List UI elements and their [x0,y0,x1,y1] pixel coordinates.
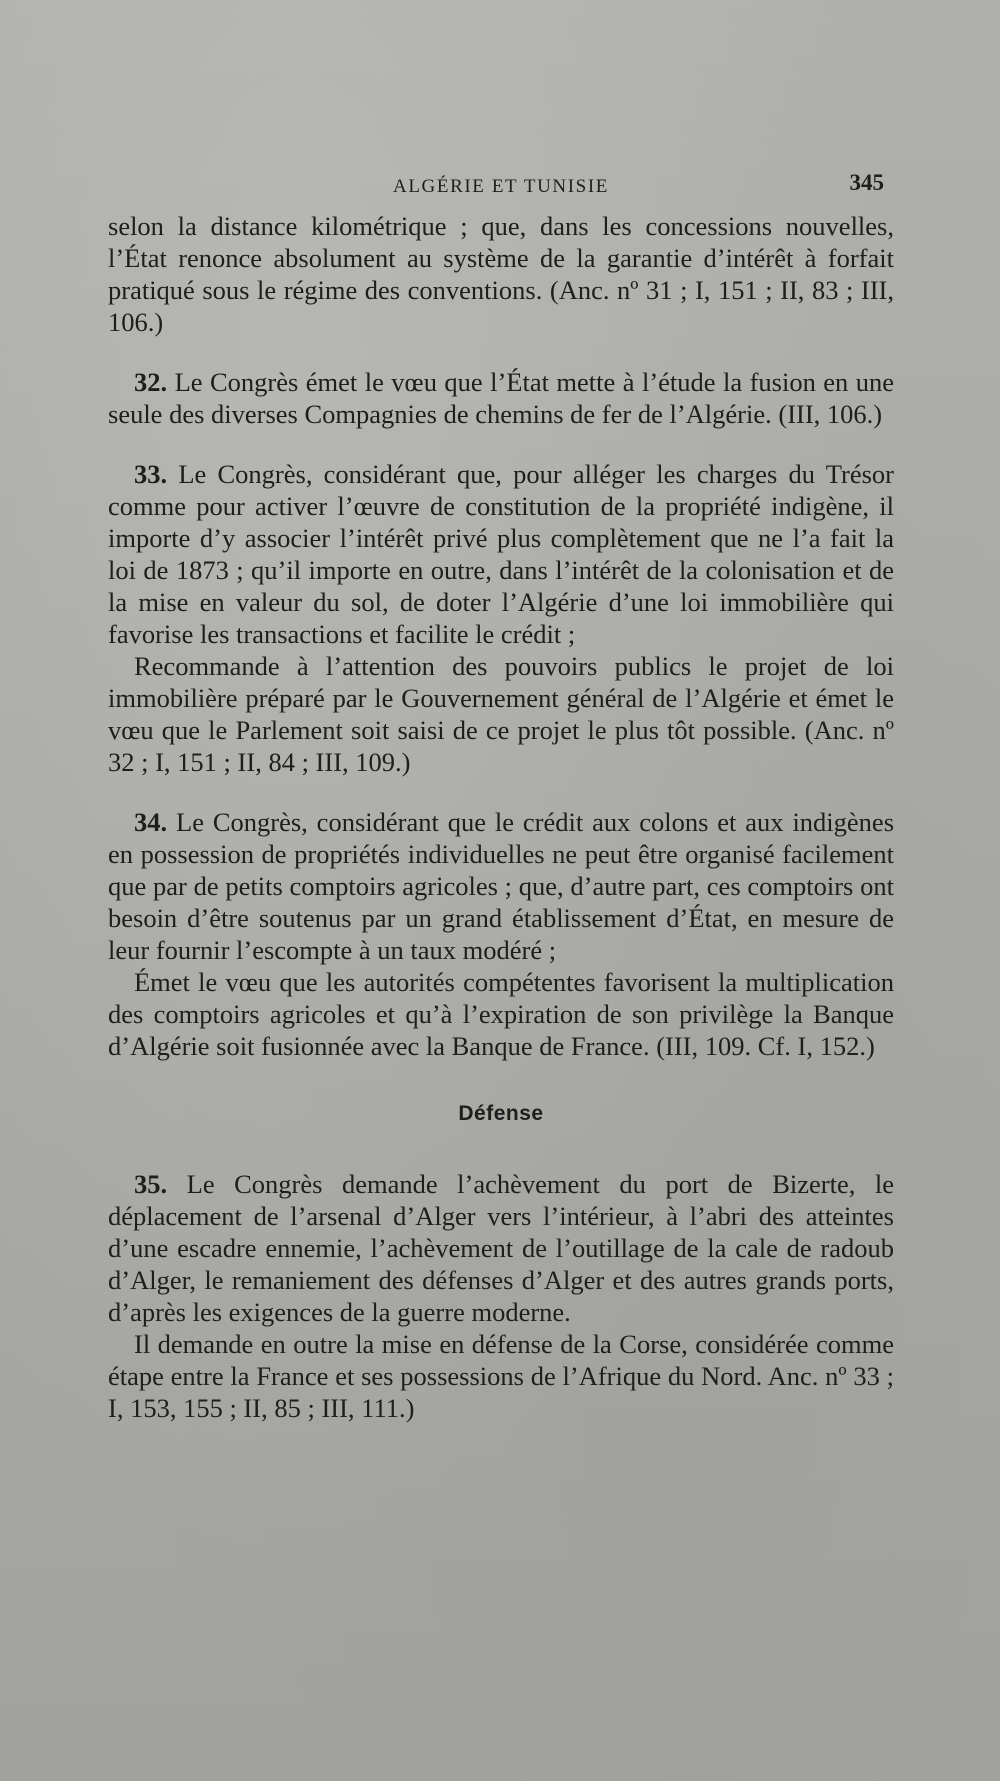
paragraph-number: 34. [134,807,168,837]
paragraph-33 [108,458,894,650]
paragraph-31-continuation: selon la distance kilométrique ; que, dans les concessions nouvelles, l’État renonce absolument au système de la garantie d’intérêt à forfait pratiqué sous le régime des conventions. (Anc. nº 31 ; I, 151 ; II, 83 ; III, 106.) [108,211,894,337]
paragraph-number: 35. [134,1169,168,1199]
book-page [108,170,894,1710]
paragraph-text: Le Congrès, considérant que, pour alléger les charges du Trésor comme pour activer l’œuvre de constitution de la propriété indigène, il importe d’y associer l’intérêt privé plus complètement que ne l’a fait la loi de 1873 ; qu’il importe en outre, dans l’intérêt de la colonisation et de la mise en valeur du sol, de doter l’Algérie d’une loi immobilière qui favorise les transactions et facilite le crédit ; [108,459,894,649]
paragraph-35 [108,1168,894,1328]
paragraph-32 [108,366,894,430]
paragraph-33-recommendation: Recommande à l’attention des pouvoirs publics le projet de loi immobilière préparé par le Gouvernement général de l’Algérie et émet le vœu que le Parlement soit saisi de ce projet le plus tôt possible. (Anc. nº 32 ; I, 151 ; II, 84 ; III, 109.) [108,651,894,777]
paragraph-35-continuation: Il demande en outre la mise en défense de la Corse, considérée comme étape entre la France et ses possessions de l’Afrique du Nord. Anc. nº 33 ; I, 153, 155 ; II, 85 ; III, 111.) [108,1329,894,1423]
paragraph-text: Le Congrès émet le vœu que l’État mette à l’étude la fusion en une seule des diverses Compagnies de chemins de fer de l’Algérie. (III, 106.) [108,367,895,429]
page-header [108,170,894,204]
paragraph-34 [108,806,894,966]
running-title: ALGÉRIE ET TUNISIE [393,176,609,197]
section-heading: Défense [458,1102,544,1125]
paragraph-text: Le Congrès demande l’achèvement du port de Bizerte, le déplacement de l’arsenal d’Alger vers l’intérieur, à l’abri des atteintes d’une escadre ennemie, l’achèvement de l’outillage de la cale de radoub d’Alger, le remaniement des défenses d’Alger et des autres grands ports, d’après les exigences de la guerre moderne. [108,1169,894,1327]
page-number: 345 [849,170,884,195]
paragraph-number: 33. [134,459,168,489]
paragraph-34-resolution: Émet le vœu que les autorités compétentes favorisent la multiplication des comptoirs agricoles et qu’à l’expiration de son privilège la Banque d’Algérie soit fusionnée avec la Banque de France. (III, 109. Cf. I, 152.) [108,967,894,1061]
paragraph-number: 32. [134,367,168,397]
paragraph-text: Le Congrès, considérant que le crédit aux colons et aux indigènes en possession de propriétés individuelles ne peut être organisé facilement que par de petits comptoirs agricoles ; que, d’autre part, ces comptoirs ont besoin d’être soutenus par un grand établissement d’État, en mesure de leur fournir l’escompte à un taux modéré ; [108,807,895,965]
